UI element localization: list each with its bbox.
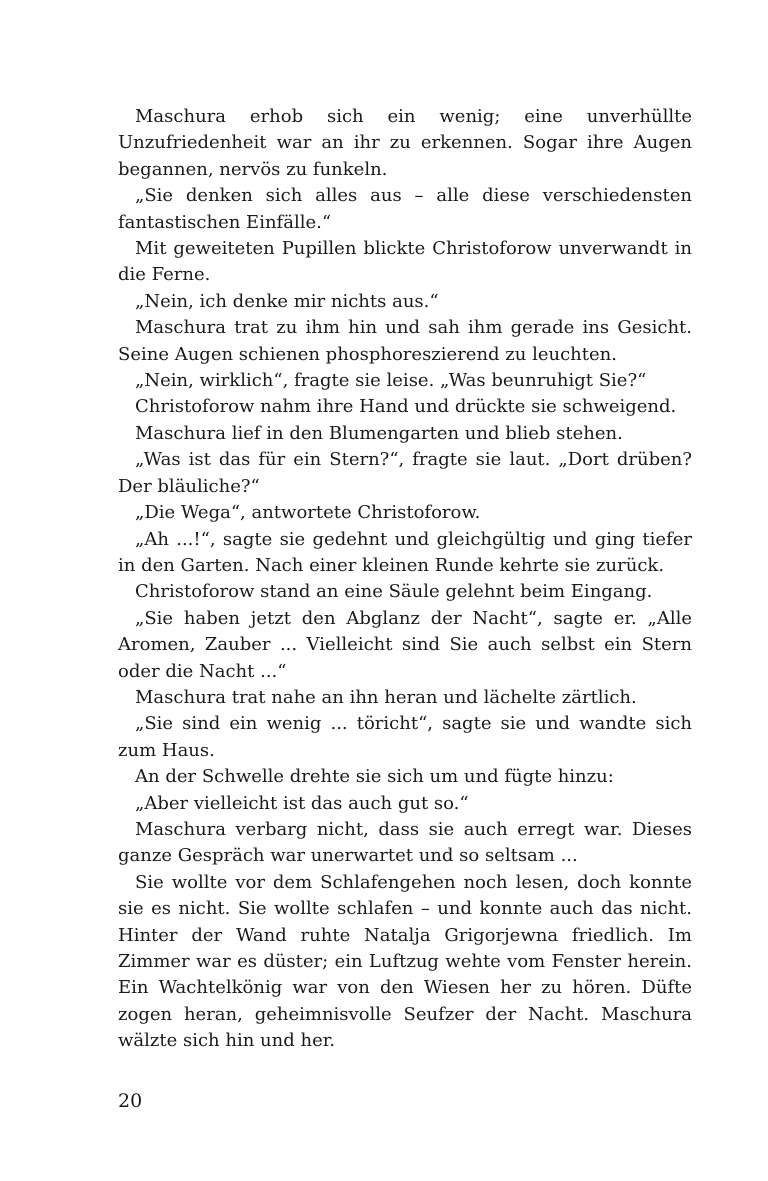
paragraph: Maschura trat nahe an ihn heran und lächelte zärtlich. — [135, 686, 637, 708]
page-number: 20 — [118, 1090, 143, 1112]
paragraph: Maschura erhob sich ein wenig; eine unverhüllte Unzufriedenheit war an ihr zu erkennen. Sogar ihre Augen begannen, nervös zu funkeln. — [118, 106, 692, 180]
paragraph: „Die Wega“, antwortete Christoforow. — [135, 502, 481, 524]
paragraph: Maschura trat zu ihm hin und sah ihm gerade ins Gesicht. Seine Augen schienen phosphoreszierend zu leuchten. — [118, 317, 692, 365]
paragraph: Maschura lief in den Blumengarten und blieb stehen. — [135, 422, 623, 444]
paragraph: An der Schwelle drehte sie sich um und fügte hinzu: — [135, 766, 614, 788]
paragraph: Christoforow nahm ihre Hand und drückte sie schweigend. — [135, 396, 677, 418]
paragraph: „Sie denken sich alles aus – alle diese verschiedensten fantastischen Einfälle.“ — [118, 185, 692, 233]
paragraph: „Aber vielleicht ist das auch gut so.“ — [135, 792, 469, 814]
body-text — [118, 104, 692, 1055]
paragraph: „Nein, wirklich“, fragte sie leise. „Was beunruhigt Sie?“ — [135, 370, 647, 392]
paragraph: Mit geweiteten Pupillen blickte Christoforow unverwandt in die Ferne. — [118, 238, 692, 286]
paragraph: „Sie sind ein wenig ... töricht“, sagte sie und wandte sich zum Haus. — [118, 713, 692, 761]
paragraph: „Was ist das für ein Stern?“, fragte sie laut. „Dort drüben? Der bläuliche?“ — [118, 449, 692, 497]
paragraph: „Ah ...!“, sagte sie gedehnt und gleichgültig und ging tiefer in den Garten. Nach einer kleinen Runde kehrte sie zurück. — [118, 528, 692, 576]
paragraph: „Nein, ich denke mir nichts aus.“ — [135, 290, 439, 312]
paragraph: Maschura verbarg nicht, dass sie auch erregt war. Dieses ganze Gespräch war unerwartet und so seltsam ... — [118, 818, 692, 867]
paragraph: Sie wollte vor dem Schlafengehen noch lesen, doch konnte sie es nicht. Sie wollte schlafen – und konnte auch das nicht. Hinter der Wand ruhte Natalja Grigorjewna friedlich. Im Zimmer war es düster; ein Luftzug wehte vom Fenster herein. Ein Wachtelkönig war von den Wiesen her zu hören. Düfte zogen heran, geheimnisvolle Seufzer der Nacht. Maschura wälzte sich hin und her. — [118, 871, 692, 1052]
paragraph: Christoforow stand an eine Säule gelehnt beim Eingang. — [135, 581, 653, 603]
paragraph: „Sie haben jetzt den Abglanz der Nacht“, sagte er. „Alle Aromen, Zauber ... Vielleicht sind Sie auch selbst ein Stern oder die Nacht ...“ — [118, 607, 692, 682]
